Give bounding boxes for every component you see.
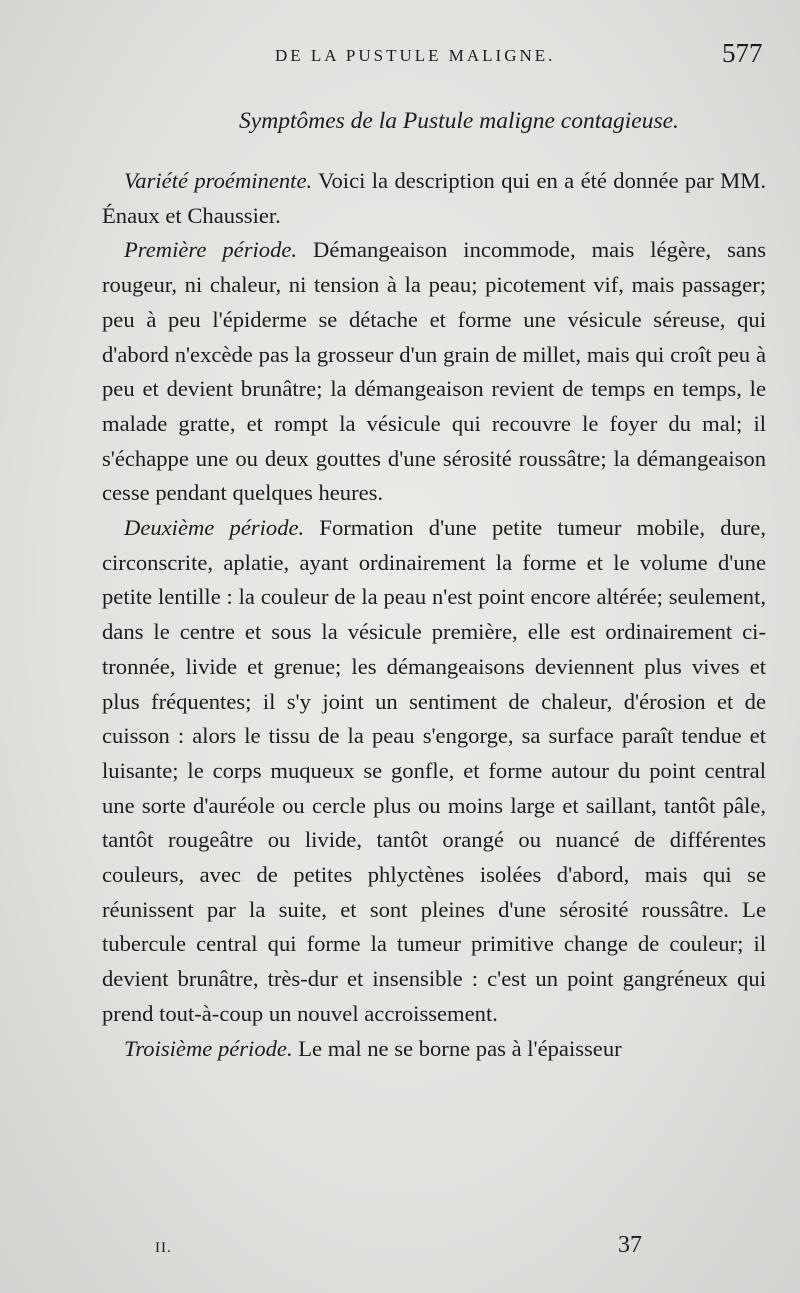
paragraph-lead: Première période. xyxy=(124,237,298,263)
paragraph-text: Formation d'une petite tumeur mobile, dure, circonscrite, aplatie, ayant ordinairement la forme et le volume d'une petite lentille : la couleur de la peau n'est point encore altérée; seulement, dans le centre et sous la vésicule première, elle est ordinairement citronnée, livide et grenue; les démangeaisons deviennent plus vives et plus fréquentes; il s'y joint un sentiment de chaleur, d'érosion et de cuisson : alors le tissu de la peau s'engorge, sa surface paraît tendue et luisante; le corps muqueux se gonfle, et forme autour du point central une sorte d'auréole ou cercle plus ou moins large et saillant, tantôt pâle, tantôt rougeâtre ou livide, tantôt orangé ou nuancé de différentes couleurs, avec de petites phlyctènes isolées d'abord, mais qui se réunissent par la suite, et sont pleines d'une sérosité roussâtre. Le tubercule central qui forme la tumeur primitive change de couleur; il devient brunâtre, très-dur et insensible : c'est un point gangréneux qui prend tout-à-coup un nouvel accroissement. xyxy=(102,515,766,1026)
paragraph-variete xyxy=(102,164,766,233)
page-header xyxy=(0,38,800,78)
paragraph-deuxieme-periode xyxy=(102,511,766,1032)
section-title: Symptômes de la Pustule maligne contagieuse. xyxy=(239,108,679,134)
paragraph-text: Voici la description qui en a été donnée par MM. Énaux et Chaussier. xyxy=(102,168,766,228)
signature-mark: II. xyxy=(155,1240,172,1256)
sheet-number: 37 xyxy=(618,1232,642,1258)
page-number: 577 xyxy=(722,38,763,68)
paragraph-lead: Deuxième période. xyxy=(124,515,305,541)
page-body xyxy=(102,104,766,1066)
paragraph-lead: Troisième période. xyxy=(124,1035,293,1061)
running-title: DE LA PUSTULE MALIGNE. xyxy=(275,46,556,65)
paragraph-premiere-periode xyxy=(102,233,766,511)
paragraph-text: Démangeaison incommode, mais légère, sans rougeur, ni chaleur, ni tension à la peau; picotement vif, mais passager; peu à peu l'épiderme se détache et forme une vésicule séreuse, qui d'abord n'excède pas la grosseur d'un grain de millet, mais qui croît peu à peu et devient brunâtre; la démangeaison revient de temps en temps, le malade gratte, et rompt la vésicule qui recouvre le foyer du mal; il s'échappe une ou deux gouttes d'une sérosité roussâtre; la démangeaison cesse pendant quelques heures. xyxy=(102,237,766,506)
page-footer xyxy=(0,1230,800,1270)
paragraph-text: Le mal ne se borne pas à l'épaisseur xyxy=(292,1035,622,1061)
paragraph-lead: Variété proéminente. xyxy=(124,168,313,193)
paragraph-troisieme-periode xyxy=(102,1032,766,1067)
